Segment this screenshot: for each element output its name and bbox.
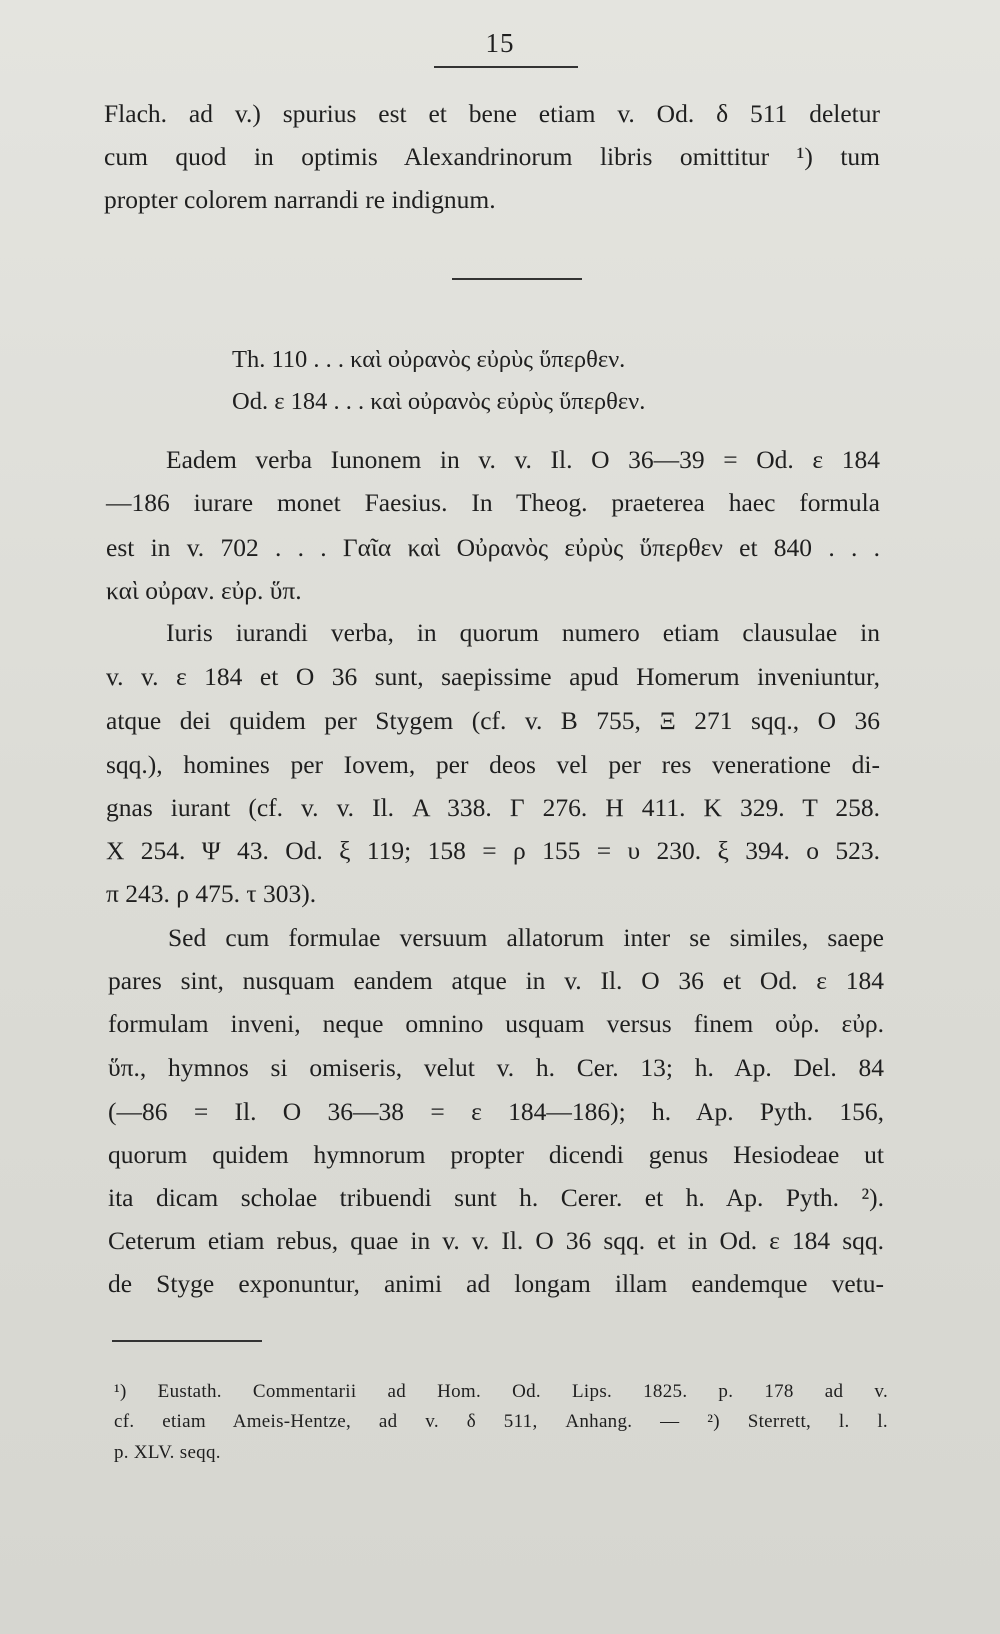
text-line: atque dei quidem per Stygem (cf. v. Β 755, Ξ 271 sqq., Ο 36 (106, 706, 880, 735)
text-line: ita dicam scholae tribuendi sunt h. Cerer. et h. Ap. Pyth. ²). (108, 1183, 884, 1212)
text-line: sqq.), homines per Iovem, per deos vel per res veneratione di- (106, 750, 880, 779)
text-line: gnas iurant (cf. v. v. Il. Α 338. Γ 276. Η 411. Κ 329. Τ 258. (106, 793, 880, 822)
text-line: propter colorem narrandi re indignum. (104, 185, 496, 214)
header-rule (434, 66, 578, 68)
footnote-line: p. XLV. seqq. (114, 1442, 221, 1463)
text-line: de Styge exponuntur, animi ad longam illam eandemque vetu- (108, 1269, 884, 1298)
text-line: Ceterum etiam rebus, quae in v. v. Il. Ο 36 sqq. et in Od. ε 184 sqq. (108, 1226, 884, 1255)
text-line: Χ 254. Ψ 43. Od. ξ 119; 158 = ρ 155 = υ 230. ξ 394. ο 523. (106, 836, 880, 865)
footnote-line: ¹) Eustath. Commentarii ad Hom. Od. Lips. 1825. p. 178 ad v. (114, 1381, 888, 1402)
text-line: π 243. ρ 475. τ 303). (106, 879, 317, 908)
text-line: Eadem verba Iunonem in v. v. Il. Ο 36—39 = Od. ε 184 (166, 445, 880, 474)
text-line: ὕπ., hymnos si omiseris, velut v. h. Cer. 13; h. Ap. Del. 84 (108, 1053, 884, 1082)
page-number: 15 (485, 28, 515, 58)
text-line: Iuris iurandi verba, in quorum numero etiam clausulae in (166, 618, 880, 647)
verse-line: Th. 110 . . . καὶ οὐρανὸς εὐρὺς ὕπερθεν. (232, 346, 626, 373)
text-line: est in v. 702 . . . Γαῖα καὶ Οὐρανὸς εὐρὺς ὕπερθεν et 840 . . . (106, 533, 880, 562)
text-line: quorum quidem hymnorum propter dicendi genus Hesiodeae ut (108, 1140, 884, 1169)
verse-line: Od. ε 184 . . . καὶ οὐρανὸς εὐρὺς ὕπερθεν. (232, 388, 646, 415)
text-line: formulam inveni, neque omnino usquam versus finem οὐρ. εὐρ. (108, 1009, 884, 1038)
text-line: cum quod in optimis Alexandrinorum libris omittitur ¹) tum (104, 142, 880, 171)
footnote-rule (112, 1340, 262, 1342)
text-line: —186 iurare monet Faesius. In Theog. praeterea haec formula (106, 488, 880, 517)
text-line: καὶ οὐραν. εὐρ. ὕπ. (106, 576, 302, 605)
text-line: Sed cum formulae versuum allatorum inter se similes, saepe (168, 923, 884, 952)
footnote-line: cf. etiam Ameis-Hentze, ad v. δ 511, Anhang. — ²) Sterrett, l. l. (114, 1411, 888, 1432)
section-rule (452, 278, 582, 280)
text-line: (—86 = Il. Ο 36—38 = ε 184—186); h. Ap. Pyth. 156, (108, 1097, 884, 1126)
text-line: v. v. ε 184 et Ο 36 sunt, saepissime apud Homerum inveniuntur, (106, 662, 880, 691)
text-line: pares sint, nusquam eandem atque in v. Il. Ο 36 et Od. ε 184 (108, 966, 884, 995)
text-line: Flach. ad v.) spurius est et bene etiam v. Od. δ 511 deletur (104, 99, 880, 128)
